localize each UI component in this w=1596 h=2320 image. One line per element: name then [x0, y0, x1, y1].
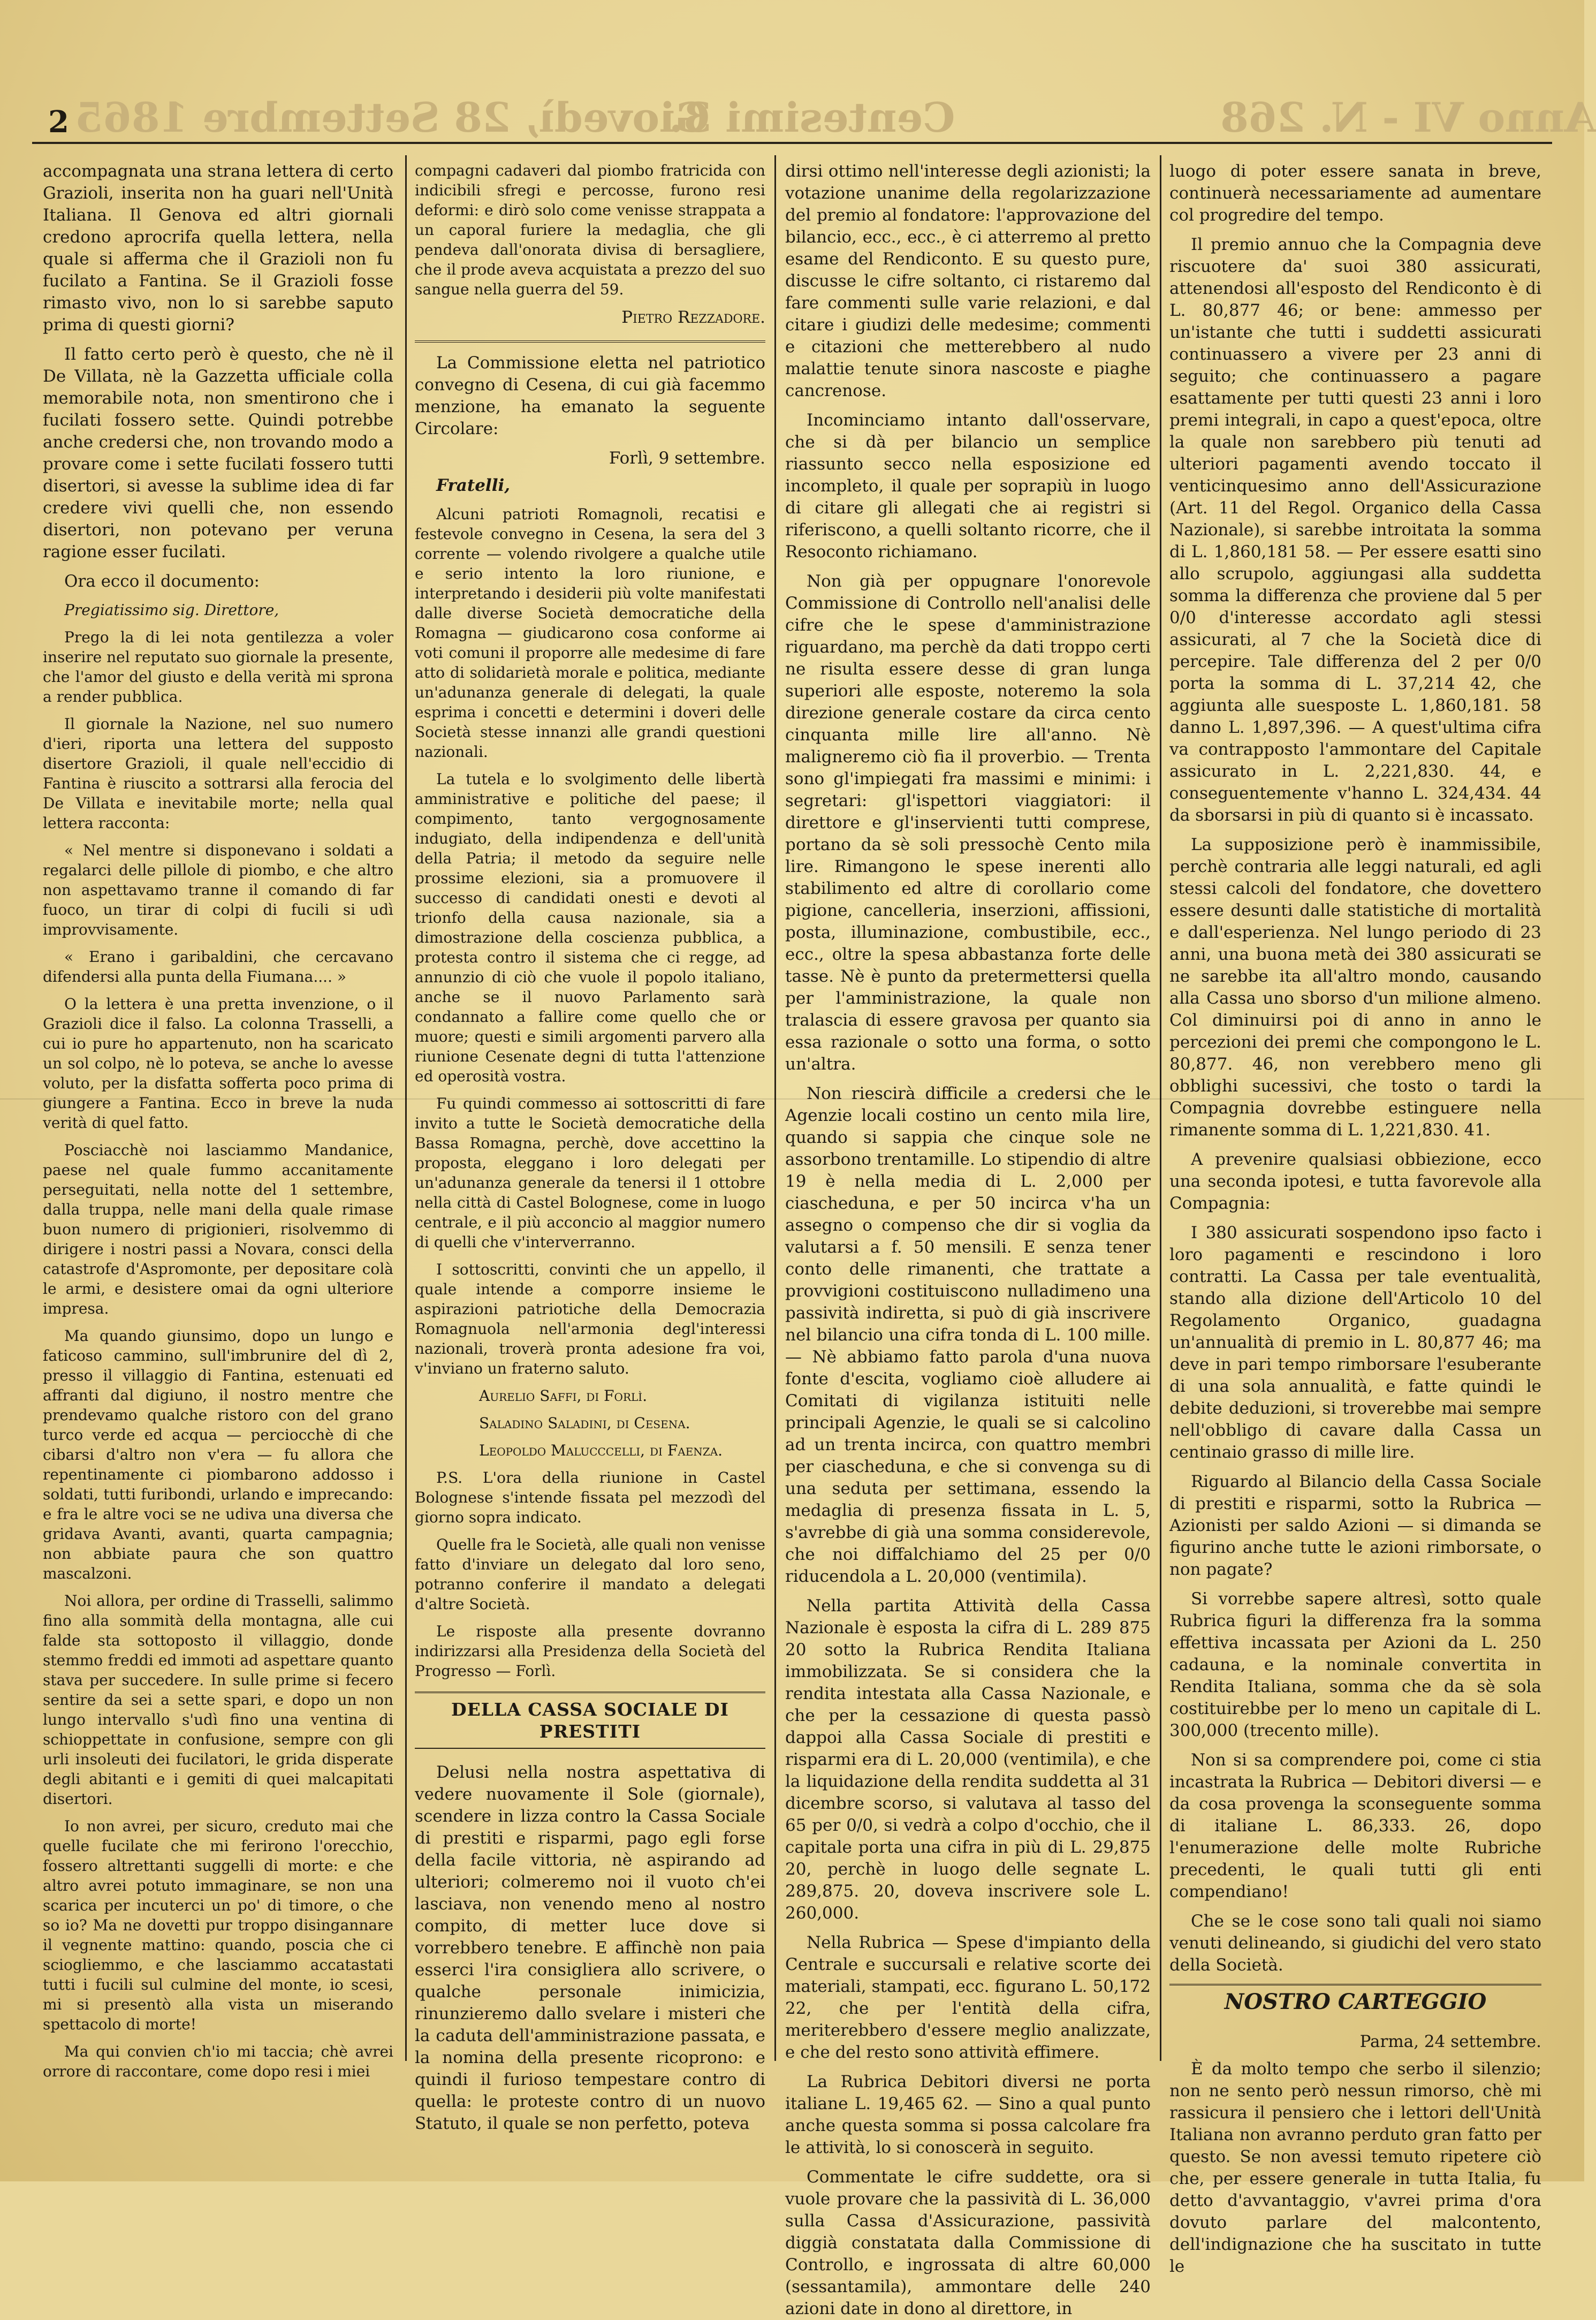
section-heading: NOSTRO CARTEGGIO — [1169, 1984, 1541, 2018]
postscript-paragraph: P.S. L'ora della riunione in Castel Bolognese s'intende fissata pel mezzodì del giorno sopra indicato. — [415, 1469, 765, 1526]
article-paragraph: È da molto tempo che serbo il silenzio; non ne sento però nessun rimorso, chè mi rassicura il pensiero che i lettori dell'Unità Italiana non avranno perduto gran fatto per questo. Se non avessi temuto ripetere ciò che, per essere generale in tutta Italia, fu detto d'avvantaggio, v'avrei prima d'ora dovuto parlare del malcontento, dell'indignazione che ha suscitato in tutte le — [1169, 2059, 1541, 2276]
article-paragraph: Riguardo al Bilancio della Cassa Sociale di prestiti e risparmi, sotto la Rubrica — Azionisti per saldo Azioni — si dimanda se figurino anche tutte le azioni rimborsate, o non pagate? — [1169, 1472, 1541, 1579]
article-paragraph: dirsi ottimo nell'interesse degli azionisti; la votazione unanime della regolarizzazione del premio al fondatore: l'approvazione del bilancio, ecc., ecc., è ci atterremo al pretto esame del Rendiconto. E su questo pure, discusse le cifre soltanto, ci ristaremo dal fare commenti sulle varie relazioni, e dal citare i giudizi delle medesime; commenti e citazioni che metterebbero al nudo malattie tenute sinora nascoste e piaghe cancrenose. — [785, 162, 1151, 400]
letter-paragraph: Ma quando giunsimo, dopo un lungo e faticoso cammino, sull'imbrunire del dì 2, presso il villaggio di Fantina, estenuati ed affranti dal digiuno, il nostro mentre che prendevamo qualche ristoro con del grano turco verde ed acqua — perciocchè di che cibarsi d'altro non v'era — fu allora che repentinamente ci piombarono addosso i soldati, tutti furibondi, urlando e imprecando: e fra le altre voci se ne udiva una diversa che gridava Avanti, avanti, quarta campagnia; non abbiate paura che son quattro mascalzoni. — [43, 1327, 393, 1582]
column-rule — [774, 155, 776, 2061]
column-2 — [415, 161, 765, 2133]
postscript-paragraph: Quelle fra le Società, alle quali non venisse fatto d'inviare un delegato dal loro seno, potranno conferire il mandato a delegati d'altre Società. — [415, 1536, 765, 1613]
column-rule — [1160, 155, 1161, 2061]
letter-paragraph: Prego la di lei nota gentilezza a voler inserire nel reputato suo giornale la presente, che l'amor del giusto e della verità mi sprona a render pubblica. — [43, 628, 394, 706]
column-3 — [785, 161, 1151, 2318]
paper-fold-line — [0, 1098, 1584, 1100]
article-paragraph: Nella Rubrica — Spese d'impianto della Centrale e succursali e relative scorte dei materiali, stampati, ecc. figurano L. 50,172 22, che per l'entità della cifra, meriterebbero d'essere meglio analizzate, e che del resto sono attività effimere. — [785, 1933, 1151, 2062]
dateline: Forlì, 9 settembre. — [609, 449, 765, 468]
section-heading: DELLA CASSA SOCIALE DI PRESTITI — [415, 1692, 765, 1749]
article-paragraph: Non già per oppugnare l'onorevole Commissione di Controllo nell'analisi delle cifre che le spese d'amministrazione riguardano, ma perchè da dati troppo certi ne risulta essere desse di gran lunga superiori alle esposte, noteremo la sola direzione generale costare da circa cento cinquanta mille lire all'anno. Nè maligneremo ciò fia il proverbio. — Trenta sono gl'impiegati fra massimi e minimi: i segretari: gl'ispettori viaggiatori: il direttore e gl'inservienti tutti comprese, portano da sè soli pressochè Cento mila lire. Rimangono le spese inerenti allo stabilimento ed altre di corollario come pigione, cancelleria, inserzioni, affissioni, posta, illuminazione, combustibile, ecc., ecc., oltre la spesa abbastanza forte delle tasse. Nè è punto da pretermettersi quella per l'amministrazione, la quale non tralascia di essere gravosa per quanto sia essa razionale o sotto una forma, o sotto un'altra. — [785, 572, 1151, 1074]
article-paragraph: La Rubrica Debitori diversi ne porta italiane L. 19,465 62. — Sino a qual punto anche questa somma si possa calcolare fra le attività, lo si conoscerà in seguito. — [785, 2072, 1151, 2157]
page-number: 2 — [48, 104, 69, 140]
column-1 — [43, 161, 394, 2080]
letter-paragraph: Ma qui convien ch'io mi taccia; chè avrei orrore di raccontare, come dopo resi i miei — [43, 2043, 393, 2080]
letter-paragraph: Io non avrei, per sicuro, creduto mai che quelle fucilate che mi ferirono l'orecchio, fossero altrettanti suggelli di morte: e che altro avrei potuto immaginare, se non una scarica per incuterci un po' di timore, o che so io? Ma ne dovetti pur troppo disingannare il vegnente mattino: quando, poscia che ci sciogliemmo, e che lasciammo accatastati tutti i fucili sul culmine del monte, io scesi, mi si presentò alla vista un miserando spettacolo di morte! — [43, 1817, 393, 2033]
circular-salutation: Fratelli, — [436, 476, 511, 495]
postscript-paragraph: Le risposte alla presente dovranno indirizzarsi alla Presidenza della Società del Progresso — Forlì. — [415, 1623, 765, 1680]
letter-paragraph: Il giornale la Nazione, nel suo numero d'ieri, riporta una lettera del supposto disertore Grazioli, il quale nell'eccidio di Fantina è riuscito a sottrarsi alla ferocia del De Villata e inevitabile morte; nella qual lettera racconta: — [43, 715, 393, 832]
mirrored-masthead-issue: Anno VI - N. 268 — [1220, 94, 1596, 141]
letter-quote: « Nel mentre si disponevano i soldati a regalarci delle pillole di piombo, e che altro non aspettavamo tranne il comando di far fuoco, un tirar di colpi di fucili si udì improvvisamente. — [43, 841, 393, 938]
article-paragraph: Il premio annuo che la Compagnia deve riscuotere da' suoi 380 assicurati, attenendosi all'esposto del Rendiconto è di L. 80,877 46; or bene: ammesso per un'istante che tutti i suddetti assicurati continuassero a vivere per 23 anni di seguito; che continuassero a pagare esattamente per tutti questi 23 anni i loro premi integrali, in capo a quest'epoca, oltre la quale non sarebbero più tenuti ad ulteriori pagamenti avendo toccato il venticinquesimo anno dell'Assicurazione (Art. 11 del Regol. Organico della Cassa Nazionale), si sarebbe introitata la somma di L. 1,860,181 58. — Per essere esatti sino allo scrupolo, aggiungasi alla suddetta somma la differenza che proviene dal 5 per 0/0 d'interesse accordato agli stessi assicurati, al 7 che la Società dice di percepire. Tale differenza del 2 per 0/0 porta la somma di L. 37,214 42, che aggiunta alle suesposte L. 1,860,181. 58 danno L. 1,897,396. — A quest'ultima cifra va contrapposto l'ammontare del Capitale assicurato in L. 2,221,830. 44, e conseguentemente v'hanno L. 324,434. 44 da sborsarsi in più di quanto si è incassato. — [1169, 235, 1541, 825]
article-paragraph: Si vorrebbe sapere altresì, sotto quale Rubrica figuri la differenza fra la somma effettiva incassata per Azioni da L. 250 cadauna, e la nominale convertita in Rendita Italiana, somma che da sè sola costituirebbe per lo meno un capitale di L. 300,000 (trecento mille). — [1169, 1589, 1541, 1740]
article-paragraph: Il fatto certo però è questo, che nè il De Villata, nè la Gazzetta ufficiale colla memorabile nota, non smentirono che i fucilati fossero sette. Quindi potrebbe anche credersi che, non trovando modo a provare come i sette fucilati fossero tutti disertori, si avesse la sublime idea di far credere vivi quelli che, non essendo disertori, non potevano per veruna ragione esser fucilati. — [43, 345, 393, 562]
article-paragraph: luogo di poter essere sanata in breve, continuerà necessariamente ad aumentare col progredire del tempo. — [1169, 162, 1541, 225]
article-paragraph: Non riescirà difficile a credersi che le Agenzie locali costino un cento mila lire, quando si sappia che cinque sole ne assorbono trentamille. Lo stipendio di altre 19 è nella media di L. 2,000 per ciascheduna, e per 50 incirca v'ha un assegno o compenso che dir si voglia da valutarsi a f. 50 mensili. E senza tener conto delle rimanenti, che trattate a provvigioni costituiscono nulladimeno una passività indiretta, si può di già inscrivere nel bilancio una cifra tonda di L. 100 mille. — Nè abbiamo fatto parola d'una nuova fonte d'escita, vogliamo cioè alludere ai Comitati di vigilanza istituiti nelle principali Agenzie, le quali se si calcolino ad un trenta incirca, con quattro membri per ciascheduna, e che si convenga su di una seduta per settimana, essendo la medaglia di presenza fissata in L. 5, s'avrebbe di già una somma considerevole, che noi diffalchiamo del 25 per 0/0 riducendola a L. 20,000 (ventimila). — [785, 1084, 1151, 1586]
article-paragraph: Delusi nella nostra aspettativa di vedere nuovamente il Sole (giornale), scendere in lizza contro la Cassa Sociale di prestiti e risparmi, pago egli forse della facile vittoria, nè aspirando ad ulteriori; colmeremo noi il vuoto ch'ei lasciava, non venendo meno al nostro compito, di metter luce dove si vorrebbero tenebre. E affinchè non paia esserci l'ira consigliera allo scrivere, o qualche personale inimicizia, rinunzieremo dallo svelare i misteri che la caduta dell'amministrazione passata, e la nomina della presente ricoprono: e quindi il furioso tempestare contro di quella: le proteste contro di un nuovo Statuto, il quale se non perfetto, poteva — [415, 1763, 765, 2133]
article-paragraph: I 380 assicurati sospendono ipso facto i loro pagamenti e rescindono i loro contratti. La Cassa per tale eventualità, stando alla dizione dell'Articolo 10 del Regolamento Organico, guadagna un'annualità di premio in L. 80,877 46; ma deve in pari tempo rimborsare l'esuberante di una sola annualità, e fatte quindi le debite deduzioni, si troverebbe mai sempre nell'obbligo di cavare dalla Cassa un centinaio grasso di mille lire. — [1169, 1223, 1541, 1462]
article-paragraph: Nella partita Attività della Cassa Nazionale è esposta la cifra di L. 289 875 20 sotto la Rubrica Rendita Italiana immobilizzata. Se si considera che la rendita intestata alla Cassa Nazionale, e che per la cessazione di questa passò dappoi alla Cassa Sociale di prestiti e risparmi era di L. 20,000 (ventimila), e che la liquidazione della rendita suddetta al 31 dicembre scorso, si valutava al tasso del 65 per 0/0, si vedrà a colpo d'occhio, che il capitale porta una cifra in più di L. 29,875 20, perchè in luogo delle segnate L. 289,875. 20, doveva inscrivere sole L. 260,000. — [785, 1596, 1151, 1923]
article-paragraph: accompagnata una strana lettera di certo Grazioli, inserita non ha guari nell'Unità Italiana. Il Genova ed altri giornali credono aprocrifa quella lettera, nella quale si afferma che il Grazioli non fu fucilato a Fantina. Se il Grazioli fosse rimasto vivo, non lo si sarebbe saputo prima di questi giorni? — [43, 162, 393, 335]
article-paragraph: Che se le cose sono tali quali noi siamo venuti delineando, si giudichi del vero stato della Società. — [1169, 1912, 1541, 1975]
dateline: Parma, 24 settembre. — [1359, 2032, 1541, 2051]
mirrored-masthead-date: Giovedì, 28 Settembre 1865 — [75, 94, 710, 141]
signatory: Saladino Saladini, di Cesena. — [479, 1414, 690, 1432]
letter-salutation: Pregiatissimo sig. Direttore, — [64, 601, 279, 619]
letter-paragraph: Posciacchè noi lasciammo Mandanice, paese nel quale fummo accanitamente perseguitati, nella notte del 1 settembre, dalla truppa, nelle mani della quale rimase buon numero di prigionieri, risolvemmo di dirigere i nostri passi a Novara, consci della catastrofe d'Aspromonte, per depositare colà le armi, e desistere omai da ogni ulteriore impresa. — [43, 1141, 393, 1317]
column-4 — [1169, 161, 1541, 2276]
letter-paragraph: Noi allora, per ordine di Trasselli, salimmo fino alla sommità della montagna, alle cui falde sta sottoposto il villaggio, donde stemmo freddi ed immoti ad aspettare quanto stava per succedere. In sulle prime si fecero sentire da sei a sette spari, e dopo un non lungo intervallo s'udì fino una ventina di schioppettate in confusione, sempre con gli urli insoleuti dei fucilatori, le grida disperate degli abitanti e i gemiti di quei malcapitati disertori. — [43, 1592, 393, 1808]
article-paragraph: Non si sa comprendere poi, come ci stia incastrata la Rubrica — Debitori diversi — e da cosa provenga la sconseguente somma di italiane L. 86,333. 26, dopo l'enumerazione delle molte Rubriche precedenti, le quali tutti gli enti compendiano! — [1169, 1750, 1541, 1901]
circular-paragraph: La tutela e lo svolgimento delle libertà amministrative e politiche del paese; il compimento, tanto vergognosamente indugiato, della indipendenza e dell'unità della Patria; il metodo da seguire nelle prossime elezioni, sia a promuovere il successo di candidati onesti e devoti al trionfo della causa nazionale, sia a dimostrazione della coscienza pubblica, a protesta contro il sistema che ci regge, ad annunzio di ciò che vuole il popolo italiano, anche se il nuovo Parlamento sarà condannato a fallire come quello che or muore; questi e simili argomenti parvero alla riunione Cesenate degni di tutta l'attenzione ed operosità vostra. — [415, 770, 765, 1085]
column-rule — [405, 155, 407, 2061]
circular-paragraph: Alcuni patrioti Romagnoli, recatisi e festevole convegno in Cesena, la sera del 3 corrente — volendo rivolgere a qualche utile e serio intento la loro riunione, e interpretando i desiderii più volte manifestati dalle diverse Società democratiche della Romagna — giudicarono cosa conforme ai voti comuni il proporre alle medesime di fare atto di solidarietà morale e politica, mediante un'adunanza generale di delegati, la quale esprima i concetti e determini i doveri delle Società stesse innanzi alle grandi questioni nazionali. — [415, 505, 765, 761]
mirrored-masthead-price: Centesimi 3. — [669, 94, 955, 141]
signatory: Aurelio Saffi, di Forlì. — [479, 1387, 648, 1405]
signature: Pietro Rezzadore. — [621, 308, 765, 327]
circular-paragraph: I sottoscritti, convinti che un appello, il quale intende a comporre insieme le aspirazioni patriotiche della Democrazia Romagnuola nell'armonia degl'interessi nazionali, troverà pronta adesione fra voi, v'inviano un fraterno saluto. — [415, 1261, 765, 1377]
article-paragraph: Commentate le cifre suddette, ora si vuole provare che la passività di L. 36,000 sulla Cassa d'Assicurazione, passività diggià constatata dalla Commissione di Controllo, e ingrossata di altre 60,000 (sessantamila), ammontare delle 240 azioni date in dono al direttore, in — [785, 2167, 1151, 2318]
article-paragraph: Ora ecco il documento: — [64, 572, 260, 591]
letter-paragraph: O la lettera è una pretta invenzione, o il Grazioli dice il falso. La colonna Trasselli, a cui io pure ho appartenuto, non ha scaricato un sol colpo, nè lo poteva, se anche lo avesse voluto, per la disfatta sofferta poco prima di giungere a Fantina. Ecco in breve la nuda verità di quel fatto. — [43, 995, 393, 1132]
article-paragraph: compagni cadaveri dal piombo fratricida con indicibili sfregi e percosse, furono resi deformi: e dirò solo come venisse strappata a un caporal furiere la medaglia, che gli pendeva dall'onorata divisa di bersagliere, che il prode aveva acquistata a prezzo del suo sangue nella guerra del 59. — [415, 162, 765, 298]
circular-paragraph: Fu quindi commesso ai sottoscritti di fare invito a tutte le Società democratiche della Bassa Romagna, perchè, dove accettino la proposta, eleggano i loro delegati per un'adunanza generale da tenersi il 1 ottobre nella città di Castel Bolognese, come in luogo centrale, e il più acconcio al maggior numero di quelli che v'interverranno. — [415, 1095, 765, 1251]
article-paragraph: La supposizione però è inammissibile, perchè contraria alle leggi naturali, ed agli stessi calcoli del fondatore, che dovettero essere desunti dalle statistiche di mortalità e dall'esperienza. Nel lungo periodo di 23 anni, una buona metà dei 380 assicurati se ne sarebbe ita all'altro mondo, causando alla Cassa uno sborso d'un milione almeno. Col diminuirsi poi di anno in anno le percezioni dei premi che compongono le L. 80,877. 46, non verebbero meno gli obblighi sucessivi, che tosto o tardi la Compagnia dovrebbe estinguere nella rimanente somma di L. 1,221,830. 41. — [1169, 835, 1541, 1140]
article-paragraph: La Commissione eletta nel patriotico convegno di Cesena, di cui già facemmo menzione, ha emanato la seguente Circolare: — [415, 353, 765, 438]
letter-quote: « Erano i garibaldini, che cercavano difendersi alla punta della Fiumana.... » — [43, 948, 393, 985]
article-paragraph: Incominciamo intanto dall'osservare, che si dà per bilancio un semplice riassunto secco nella esposizione ed incompleto, il quale per soprapiù in luogo di citare gli allegati che ai registri si riferiscono, a quelli soltanto ricorre, che il Resoconto richiamano. — [785, 411, 1151, 562]
article-paragraph: A prevenire qualsiasi obbiezione, ecco una seconda ipotesi, e tutta favorevole alla Compagnia: — [1169, 1150, 1541, 1213]
divider — [415, 340, 765, 343]
signatory: Leopoldo Malucccelli, di Faenza. — [479, 1442, 723, 1459]
